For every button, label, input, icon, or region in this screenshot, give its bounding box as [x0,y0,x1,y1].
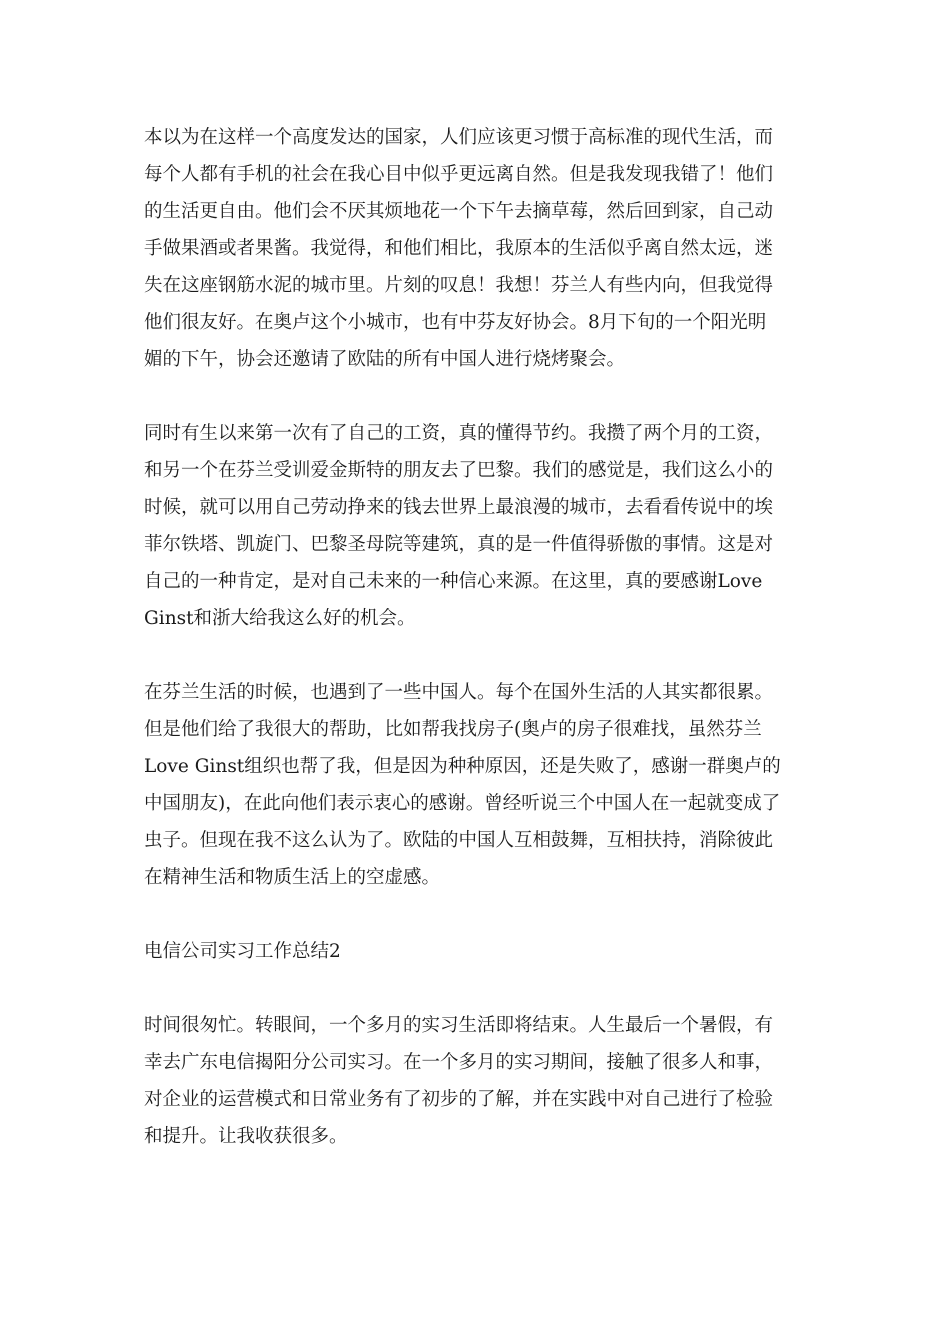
paragraph-telecom-internship: 时间很匆忙。转眼间，一个多月的实习生活即将结束。人生最后一个暑假，有 幸去广东电信揭阳分公司实习。在一个多月的实习期间，接触了很多人和事， 对企业的运营模式和日常业务有了初步的了解，并在实践中对自己进行了检验 和提升。让我收获很多。 [144,1015,774,1147]
paragraph-chinese-friends: 在芬兰生活的时候，也遇到了一些中国人。每个在国外生活的人其实都很累。 但是他们给了我很大的帮助，比如帮我找房子(奥卢的房子很难找，虽然芬兰 Love Ginst组织也帮了我，但是因为种种原因，还是失败了，感谢一群奥卢的 中国朋友)，在此向他们表示衷心的感谢。曾经听说三个中国人在一起就变成了 虫子。但现在我不这么认为了。欧陆的中国人互相鼓舞，互相扶持，消除彼此 在精神生活和物质生活上的空虚感。 [144,682,781,888]
paragraph-oulu-life: 本以为在这样一个高度发达的国家，人们应该更习惯于高标准的现代生活，而 每个人都有手机的社会在我心目中似乎更远离自然。但是我发现我错了！他们 的生活更自由。他们会不厌其烦地花一个下午去摘草莓，然后回到家，自己动 手做果酒或者果酱。我觉得，和他们相比，我原本的生活似乎离自然太远，迷 失在这座钢筋水泥的城市里。片刻的叹息！我想！芬兰人有些内向，但我觉得 他们很友好。在奥卢这个小城市，也有中芬友好协会。8月下旬的一个阳光明 媚的下午，协会还邀请了欧陆的所有中国人进行烧烤聚会。 [144,127,774,370]
document-body [144,119,809,1192]
paragraph-paris-trip: 同时有生以来第一次有了自己的工资，真的懂得节约。我攒了两个月的工资， 和另一个在芬兰受训爱金斯特的朋友去了巴黎。我们的感觉是，我们这么小的 时候，就可以用自己劳动挣来的钱去世界上最浪漫的城市，去看看传说中的埃 菲尔铁塔、凯旋门、巴黎圣母院等建筑，真的是一件值得骄傲的事情。这是对 自己的一种肯定，是对自己未来的一种信心来源。在这里，真的要感谢Love Ginst和浙大给我这么好的机会。 [144,423,774,629]
section-title: 电信公司实习工作总结2 [144,941,341,962]
